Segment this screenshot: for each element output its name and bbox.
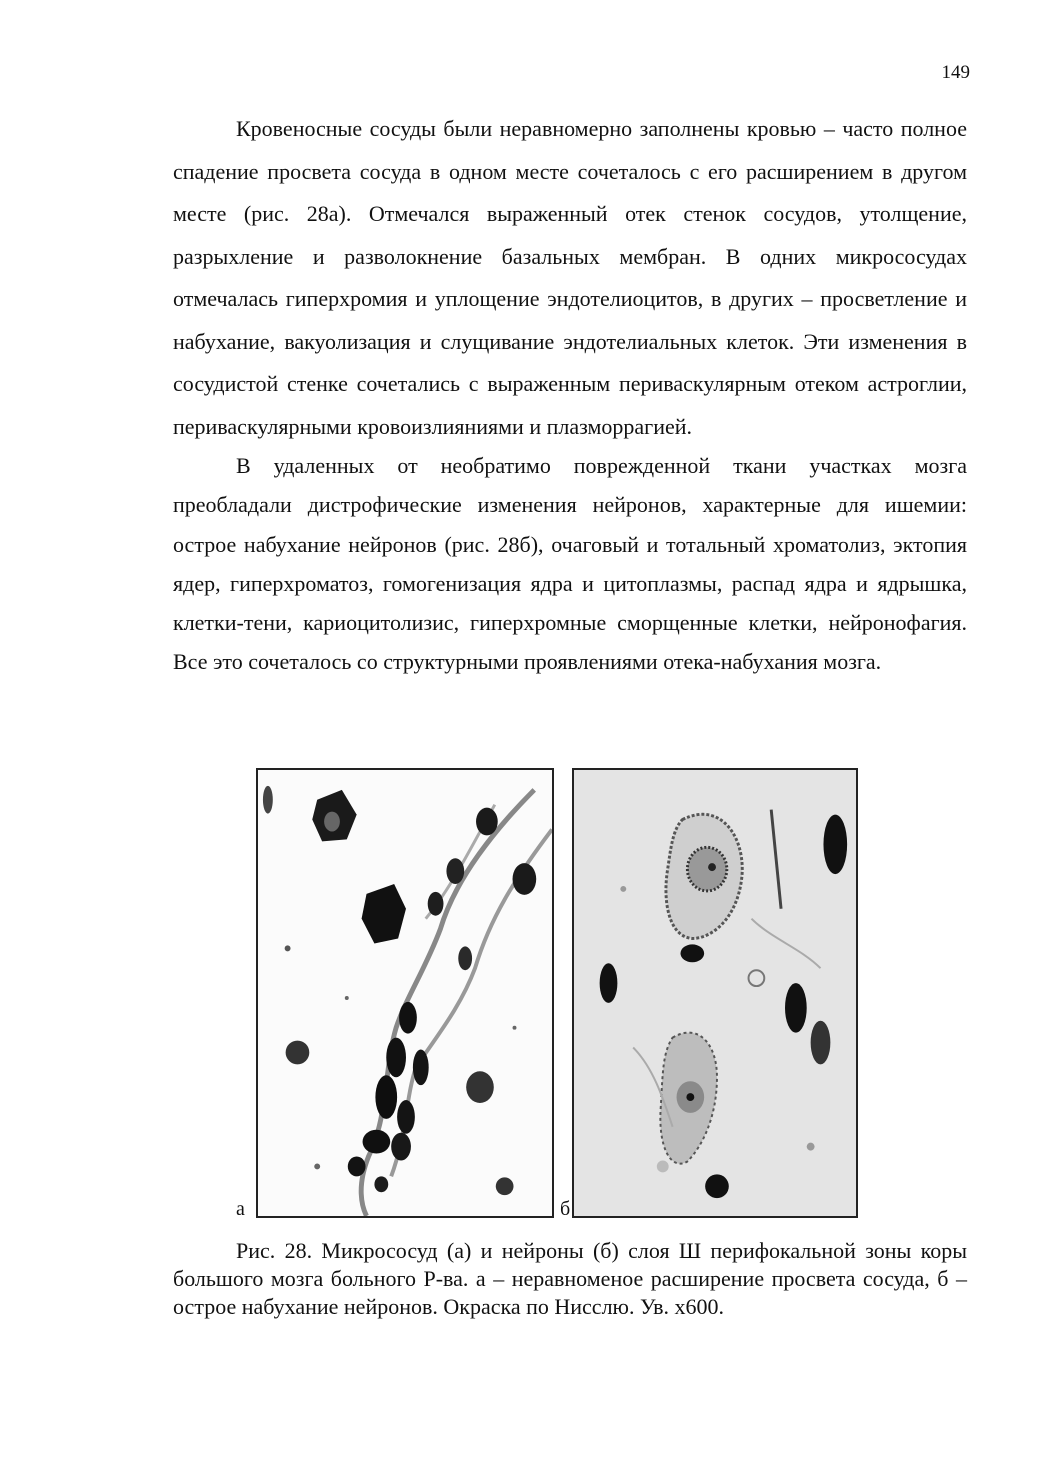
figure-caption	[173, 1237, 967, 1321]
page-number: 149	[941, 62, 970, 83]
panel-a-label: а	[236, 1198, 245, 1220]
micrograph-a-image	[258, 770, 552, 1216]
micrograph-panel-a	[256, 768, 554, 1218]
caption-text: Рис. 28. Микрососуд (а) и нейроны (б) слоя Ш перифокальной зоны коры большого мозга больного Р-ва. а – неравноменое расширение просвета сосуда, б – острое набухание нейронов. Окраска по Нисслю. Ув. х600.	[173, 1238, 967, 1319]
paragraph-2: В удаленных от необратимо поврежденной ткани участках мозга преобладали дистрофические изменения нейронов, характерные для ишемии: острое набухание нейронов (рис. 28б), очаговый и тотальный хроматолиз, эктопия ядер, гиперхроматоз, гомогенизация ядра и цитоплазмы, распад ядра и ядрышка, клетки-тени, кариоцитолизис, гиперхромные сморщенные клетки, нейронофагия. Все это сочеталось со структурными проявлениями отека-набухания мозга.	[173, 453, 967, 675]
micrograph-panel-b	[572, 768, 858, 1218]
body-text	[173, 108, 967, 682]
figure-28	[236, 768, 858, 1220]
panel-b-label: б	[560, 1198, 571, 1220]
paragraph-1: Кровеносные сосуды были неравномерно заполнены кровью – часто полное спадение просвета сосуда в одном месте сочеталось с его расширением в другом месте (рис. 28а). Отмечался выраженный отек стенок сосудов, утолщение, разрыхление и разволокнение базальных мембран. В одних микрососудах отмечалась гиперхромия и уплощение эндотелиоцитов, в других – просветление и набухание, вакуолизация и слущивание эндотелиальных клеток. Эти изменения в сосудистой стенке сочетались с выраженным периваскулярным отеком астроглии, периваскулярными кровоизлияниями и плазморрагией.	[173, 116, 967, 439]
micrograph-b-image	[574, 770, 856, 1216]
